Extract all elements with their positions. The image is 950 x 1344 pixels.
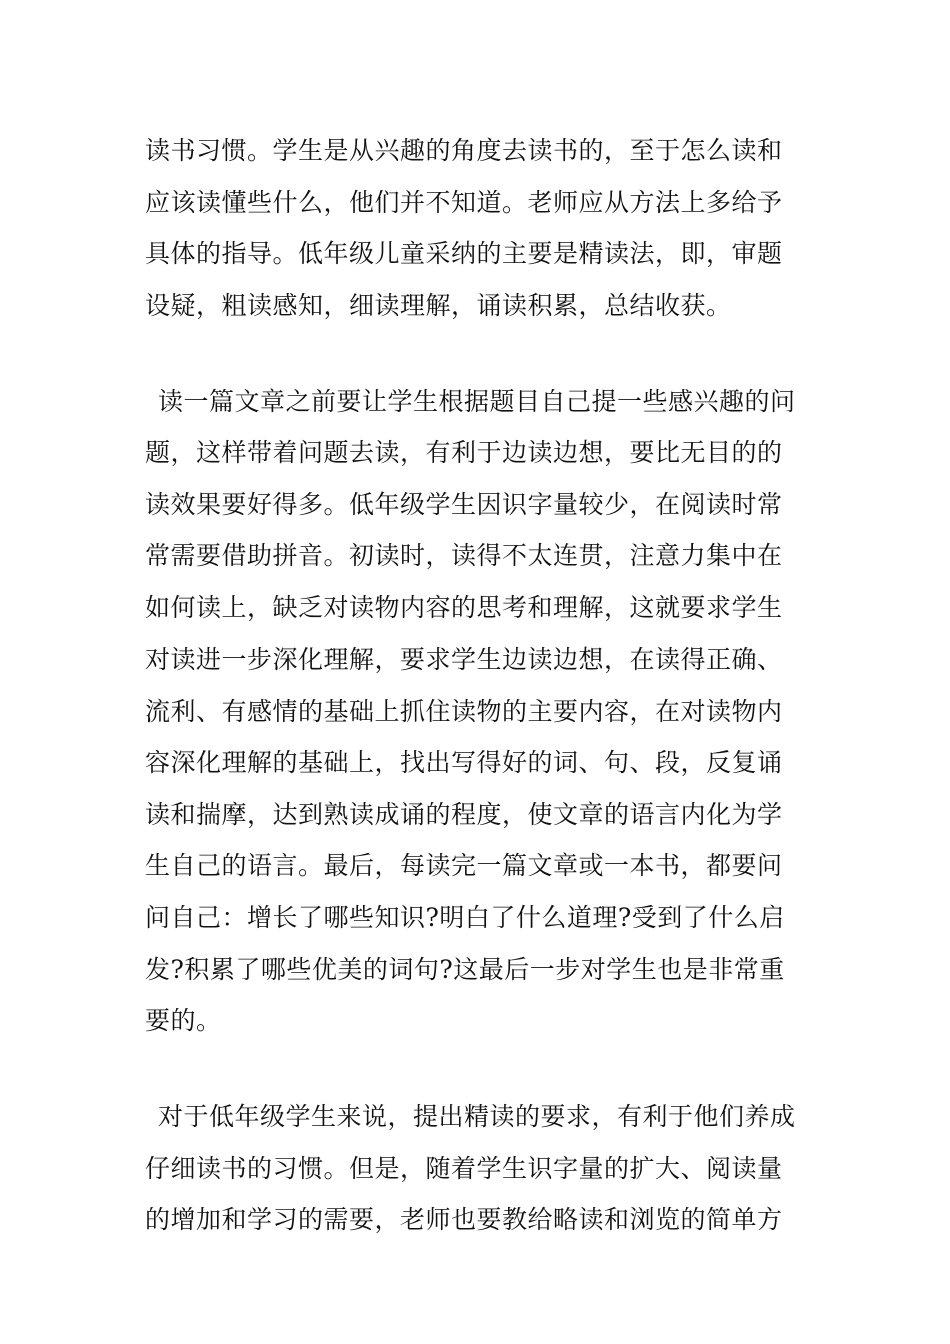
- text-line: 对于低年级学生来说，提出精读的要求，有利于他们养成: [158, 1102, 796, 1131]
- text-line: 应该读懂些什么，他们并不知道。老师应从方法上多给予: [145, 188, 783, 217]
- text-line: 读一篇文章之前要让学生根据题目自己提一些感兴趣的问: [158, 387, 796, 416]
- text-line: 读效果要好得多。低年级学生因识字量较少，在阅读时常: [145, 490, 783, 519]
- text-line: 的增加和学习的需要，老师也要教给略读和浏览的简单方: [145, 1205, 783, 1234]
- text-line: 具体的指导。低年级儿童采纳的主要是精读法，即，审题: [145, 239, 783, 268]
- text-line: 对读进一步深化理解，要求学生边读边想，在读得正确、: [145, 645, 783, 674]
- text-line: 常需要借助拼音。初读时，读得不太连贯，注意力集中在: [145, 541, 783, 570]
- text-line: 要的。: [145, 1006, 222, 1035]
- text-line: 读书习惯。学生是从兴趣的角度去读书的，至于怎么读和: [145, 136, 783, 165]
- text-line: 容深化理解的基础上，找出写得好的词、句、段，反复诵: [145, 748, 783, 777]
- text-line: 题，这样带着问题去读，有利于边读边想，要比无目的的: [145, 438, 783, 467]
- text-line: 流利、有感情的基础上抓住读物的主要内容，在对读物内: [145, 697, 783, 726]
- text-line: 读和揣摩，达到熟读成诵的程度，使文章的语言内化为学: [145, 800, 783, 829]
- text-line: 仔细读书的习惯。但是，随着学生识字量的扩大、阅读量: [145, 1154, 783, 1183]
- text-line: 生自己的语言。最后，每读完一篇文章或一本书，都要问: [145, 851, 783, 880]
- text-line: 设疑，粗读感知，细读理解，诵读积累，总结收获。: [145, 291, 732, 320]
- text-line: 发?积累了哪些优美的词句?这最后一步对学生也是非常重: [145, 955, 785, 984]
- text-line: 如何读上，缺乏对读物内容的思考和理解，这就要求学生: [145, 593, 783, 622]
- text-line: 问自己：增长了哪些知识?明白了什么道理?受到了什么启: [145, 903, 785, 932]
